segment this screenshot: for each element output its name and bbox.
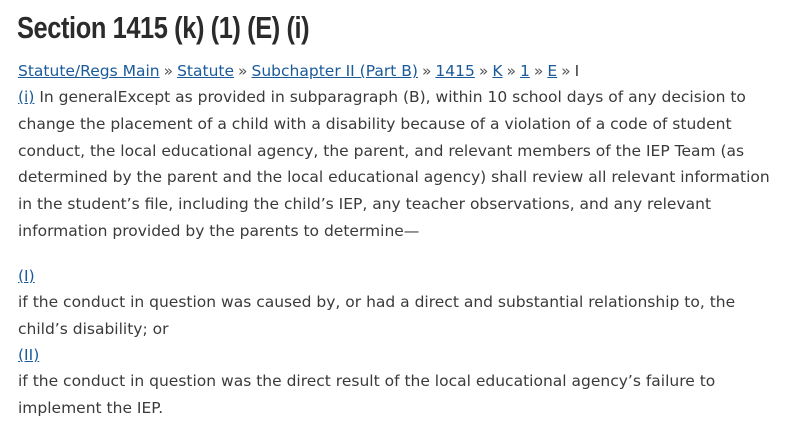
breadcrumb-link-1[interactable]: 1 <box>520 62 530 80</box>
clause-label-link-I[interactable]: (I) <box>18 266 35 285</box>
breadcrumb-separator: » <box>533 62 544 80</box>
intro-paragraph-text: In generalExcept as provided in subparagraph (B), within 10 school days of any decision to change the placement of a child with a disability because of a violation of a code of student conduct, the local educational agency, the parent, and relevant members of the IEP Team (as determined by the parent and the local educational agency) shall review all relevant information in the student’s file, including the child’s IEP, any teacher observations, and any relevant information provided by the parents to determine— <box>18 88 770 240</box>
breadcrumb-separator: » <box>478 62 489 80</box>
intro-paragraph <box>18 84 778 245</box>
breadcrumb-link-1415[interactable]: 1415 <box>435 62 475 80</box>
breadcrumb-current: I <box>574 62 580 80</box>
breadcrumb-separator: » <box>561 62 571 80</box>
breadcrumb <box>18 58 778 84</box>
clause-item <box>18 342 778 422</box>
statute-page <box>18 0 778 422</box>
clause-text: if the conduct in question was the direct result of the local educational agency’s failure to implement the IEP. <box>18 372 716 418</box>
breadcrumb-link-subchapter-ii[interactable]: Subchapter II (Part B) <box>251 62 418 80</box>
breadcrumb-link-k[interactable]: K <box>492 62 503 80</box>
clause-text: if the conduct in question was caused by, or had a direct and substantial relationship to, the child’s disability; or <box>18 292 736 338</box>
breadcrumb-separator: » <box>506 62 517 80</box>
statute-body <box>18 84 778 422</box>
paragraph-spacer <box>18 245 778 263</box>
clause-item <box>18 263 778 343</box>
paragraph-label-link-i[interactable]: (i) <box>18 88 35 106</box>
clause-label-link-II[interactable]: (II) <box>18 346 40 365</box>
breadcrumb-separator: » <box>238 62 248 80</box>
page-title: Section 1415 (k) (1) (E) (i) <box>17 10 310 45</box>
breadcrumb-link-statute-regs-main[interactable]: Statute/Regs Main <box>18 62 160 80</box>
breadcrumb-link-e[interactable]: E <box>547 62 558 80</box>
breadcrumb-separator: » <box>421 62 432 80</box>
breadcrumb-separator: » <box>163 62 174 80</box>
breadcrumb-link-statute[interactable]: Statute <box>177 62 235 80</box>
